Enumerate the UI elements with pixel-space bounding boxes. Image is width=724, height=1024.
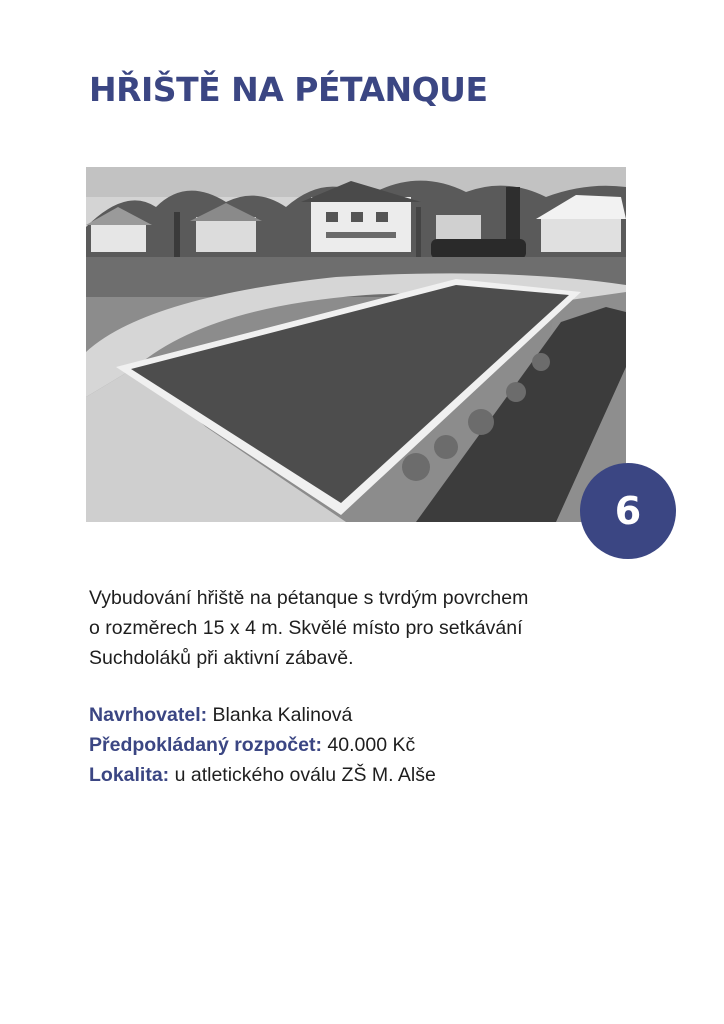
- project-details: [89, 700, 649, 790]
- detail-value: u atletického oválu ZŠ M. Alše: [174, 764, 436, 786]
- detail-value: 40.000 Kč: [327, 734, 416, 756]
- detail-budget: [89, 730, 649, 760]
- photo-hedge: [431, 239, 526, 259]
- description-line: o rozměrech 15 x 4 m. Skvělé místo pro setkávání: [89, 617, 523, 639]
- detail-location: [89, 760, 649, 790]
- detail-label: Lokalita:: [89, 764, 170, 786]
- page-title: HŘIŠTĚ NA PÉTANQUE: [89, 70, 488, 109]
- description-line: Suchdoláků při aktivní zábavě.: [89, 647, 354, 669]
- detail-proposer: [89, 700, 649, 730]
- project-number-badge: 6: [580, 463, 676, 559]
- project-description: [89, 583, 629, 673]
- detail-label: Předpokládaný rozpočet:: [89, 734, 322, 756]
- detail-label: Navrhovatel:: [89, 704, 208, 726]
- description-line: Vybudování hřiště na pétanque s tvrdým povrchem: [89, 587, 529, 609]
- petanque-court-photo: [86, 167, 626, 522]
- detail-value: Blanka Kalinová: [212, 704, 353, 726]
